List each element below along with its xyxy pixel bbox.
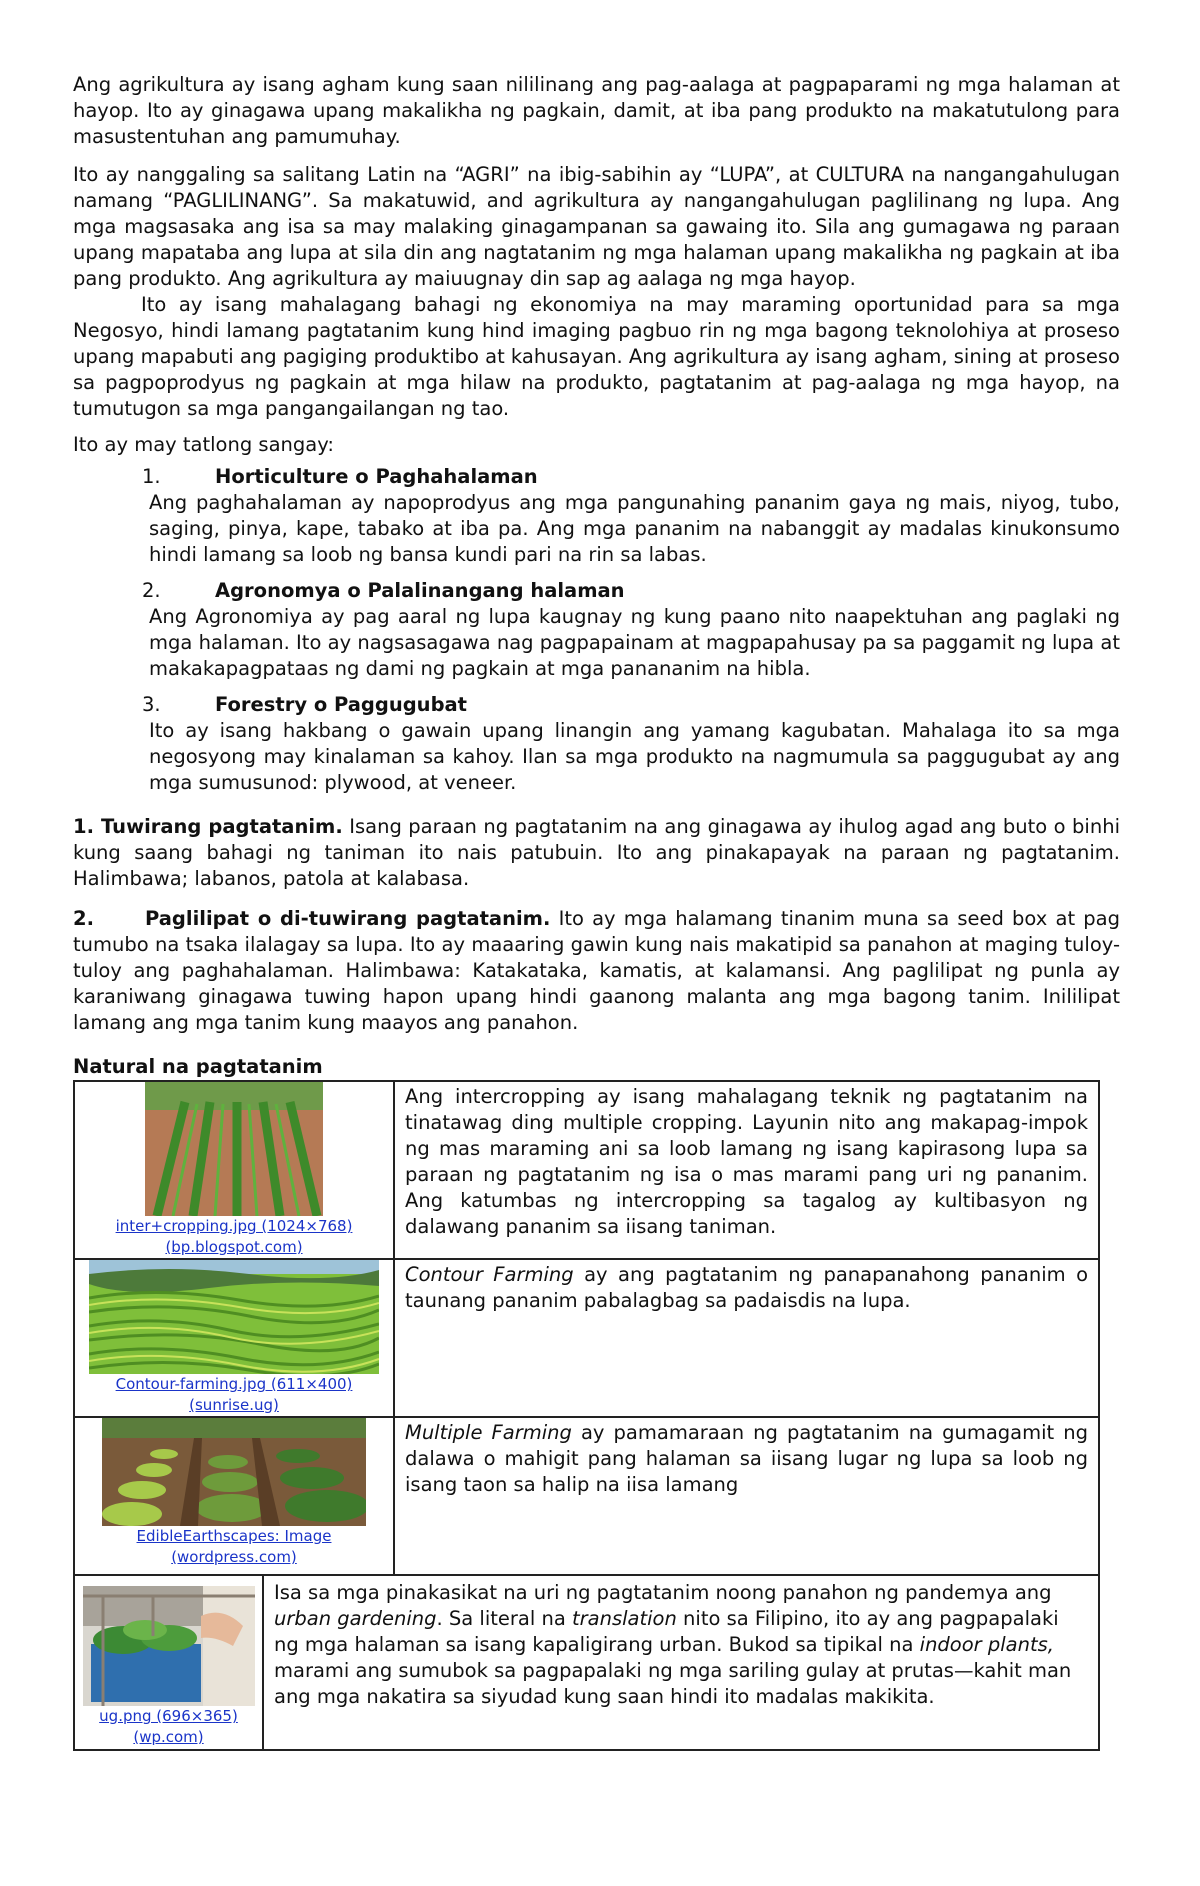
method-2 <box>73 906 1120 1036</box>
indoor-plants-term: indoor plants, <box>919 1633 1054 1656</box>
intro-paragraph-4: Ito ay may tatlong sangay: <box>73 433 334 456</box>
urban-text-part: . Sa literal na <box>436 1607 572 1630</box>
contour-farming-term: Contour Farming <box>405 1263 574 1286</box>
image-cell <box>74 1081 394 1259</box>
intercropping-text: Ang intercropping ay isang mahalagang teknik ng pagtatanim na tinatawag ding multiple cropping. Layunin nito ang makapag-impok ng mas maraming ani sa loob lamang ng isang kapirasong lupa sa paraan ng pagtatanim ng isa o mas marami pang uri ng pananim. Ang katumbas ng intercropping sa tagalog ay kultibasyon ng dalawang pananim sa iisang taniman. <box>405 1085 1088 1238</box>
document-body <box>73 72 1120 1751</box>
method-1-text: Isang paraan ng pagtatanim na ang ginagawa ay ihulog agad ang buto o binhi kung saang bahagi ng taniman ito nais patubuin. Ito ang pinakapayak na paraan ng pagtatanim. Halimbawa; labanos, patola at kalabasa. <box>73 815 1120 890</box>
branch-description: Ito ay isang hakbang o gawain upang linangin ang yamang kagubatan. Mahalaga ito sa mga negosyong may kinalaman sa kahoy. Ilan sa mga produkto na nagmumula sa paggugubat ay ang mga sumusunod: plywood, at veneer. <box>149 719 1120 794</box>
method-2-title: Paglilipat o di-tuwirang pagtatanim. <box>145 907 551 930</box>
urban-text-part: Isa sa mga pinakasikat na uri ng pagtatanim noong panahon ng pandemya ang <box>274 1581 1052 1604</box>
description-cell <box>394 1259 1099 1417</box>
branch-title: Agronomya o Palalinangang halaman <box>215 579 625 602</box>
image-cell <box>74 1259 394 1417</box>
table-row <box>74 1576 1099 1750</box>
urban-text-part: nito sa Filipino, ito ay ang pagpapalaki ng mga halaman sa isang kapaligirang urban. Bukod sa tipikal na <box>274 1607 1059 1656</box>
translation-term: translation <box>572 1607 677 1630</box>
image-source-domain-link[interactable]: (sunrise.ug) <box>189 1396 279 1414</box>
natural-planting-table <box>73 1080 1100 1576</box>
branch-item <box>142 692 1120 796</box>
branch-item <box>142 578 1120 682</box>
natural-section-title: Natural na pagtatanim <box>73 1055 323 1078</box>
method-2-text: Ito ay mga halamang tinanim muna sa seed box at pag tumubo na tsaka ilalagay sa lupa. Ito ay maaaring gawin kung nais makatipid sa panahon at maging tuloy-tuloy ang paghahalaman. Halimbawa: Katakataka, kamatis, at kalamansi. Ang paglilipat ng punla ay karaniwang ginagawa tuwing hapon upang hindi gaanong malanta ang mga bagong tanim. Inililipat lamang ang mga tanim kung maayos ang panahon. <box>73 907 1120 1034</box>
branch-number: 3. <box>142 693 161 716</box>
branch-title: Horticulture o Paghahalaman <box>215 465 538 488</box>
urban-gardening-photo <box>83 1586 255 1706</box>
image-source-link[interactable]: inter+cropping.jpg (1024×768) <box>115 1217 353 1235</box>
urban-text-part: marami ang sumubok sa pagpapalaki ng mga sariling gulay at prutas—kahit man ang mga nakatira sa siyudad kung saan hindi ito madalas makikita. <box>274 1659 1072 1708</box>
multiple-farming-term: Multiple Farming <box>405 1421 572 1444</box>
table-row <box>74 1081 1099 1259</box>
intro-paragraph-3: Ito ay isang mahalagang bahagi ng ekonomiya na may maraming oportunidad para sa mga Negosyo, hindi lamang pagtatanim kung hind imaging pagbuo rin ng mga bagong teknolohiya at proseso upang mapabuti ang pagiging produktibo at kahusayan. Ang agrikultura ay isang agham, sining at proseso sa pagpoprodyus ng pagkain at mga hilaw na produkto, pagtatanim at pag-aalaga ng mga hayop, na tumutugon sa mga pangangailangan ng tao. <box>73 293 1120 420</box>
image-source-domain-link[interactable]: (wp.com) <box>133 1728 204 1746</box>
intro-paragraph-1: Ang agrikultura ay isang agham kung saan nililinang ang pag-aalaga at pagpaparami ng mga halaman at hayop. Ito ay ginagawa upang makalikha ng pagkain, damit, at iba pang produkto na makatutulong para masustentuhan ang pamumuhay. <box>73 73 1120 148</box>
intro-paragraph-2: Ito ay nanggaling sa salitang Latin na “AGRI” na ibig-sabihin ay “LUPA”, at CULTURA na nangangahulugan namang “PAGLILINANG”. Sa makatuwid, and agrikultura ay nangangahulugan paglilinang ng lupa. Ang mga magsasaka ang isa sa may malaking ginagampanan sa gawaing ito. Sila ang gumagawa ng paraan upang mapataba ang lupa at sila din ang nagtatanim ng mga halaman upang makalikha ng pagkain at iba pang produkto. Ang agrikultura ay maiuugnay din sap ag aalaga ng mga hayop. <box>73 163 1120 290</box>
contour-farming-photo <box>89 1260 379 1374</box>
branch-description: Ang Agronomiya ay pag aaral ng lupa kaugnay ng kung paano nito naapektuhan ang paglaki ng mga halaman. Ito ay nagsasagawa nag pagpapainam at magpapahusay pa sa paggamit ng lupa at makakapagpataas ng dami ng pagkain at mga panananim na hibla. <box>149 605 1120 680</box>
image-source-link[interactable]: Contour-farming.jpg (611×400) <box>115 1375 353 1393</box>
image-cell <box>74 1576 263 1750</box>
branch-item <box>142 464 1120 568</box>
description-cell <box>394 1081 1099 1259</box>
branch-number: 2. <box>142 579 161 602</box>
method-1 <box>73 814 1120 892</box>
method-1-title: 1. Tuwirang pagtatanim. <box>73 815 343 838</box>
branch-title: Forestry o Paggugubat <box>215 693 468 716</box>
multiple-farming-photo <box>102 1418 366 1526</box>
urban-gardening-table <box>73 1576 1100 1751</box>
multiple-farming-text: ay pamamaraan ng pagtatanim na gumagamit ng dalawa o mahigit pang halaman sa iisang lugar ng lupa sa loob ng isang taon sa halip na iisa lamang <box>405 1421 1088 1496</box>
image-source-link[interactable]: EdibleEarthscapes: Image <box>136 1527 332 1545</box>
image-cell <box>74 1417 394 1575</box>
table-row <box>74 1259 1099 1417</box>
method-2-number: 2. <box>73 907 94 930</box>
intercropping-photo <box>145 1082 323 1216</box>
table-row <box>74 1417 1099 1575</box>
branch-description: Ang paghahalaman ay napoprodyus ang mga pangunahing pananim gaya ng mais, niyog, tubo, saging, pinya, kape, tabako at iba pa. Ang mga pananim na nabanggit ay madalas kinukonsumo hindi lamang sa loob ng bansa kundi pari na rin sa labas. <box>149 491 1120 566</box>
image-source-domain-link[interactable]: (wordpress.com) <box>171 1548 297 1566</box>
contour-farming-text: ay ang pagtatanim ng panapanahong pananim o taunang pananim pabalagbag sa padaisdis na lupa. <box>405 1263 1088 1312</box>
branch-number: 1. <box>142 465 161 488</box>
description-cell <box>394 1417 1099 1575</box>
image-source-link[interactable]: ug.png (696×365) <box>99 1707 238 1725</box>
image-source-domain-link[interactable]: (bp.blogspot.com) <box>165 1238 303 1256</box>
urban-gardening-term: urban gardening <box>274 1607 437 1630</box>
description-cell <box>263 1576 1099 1750</box>
